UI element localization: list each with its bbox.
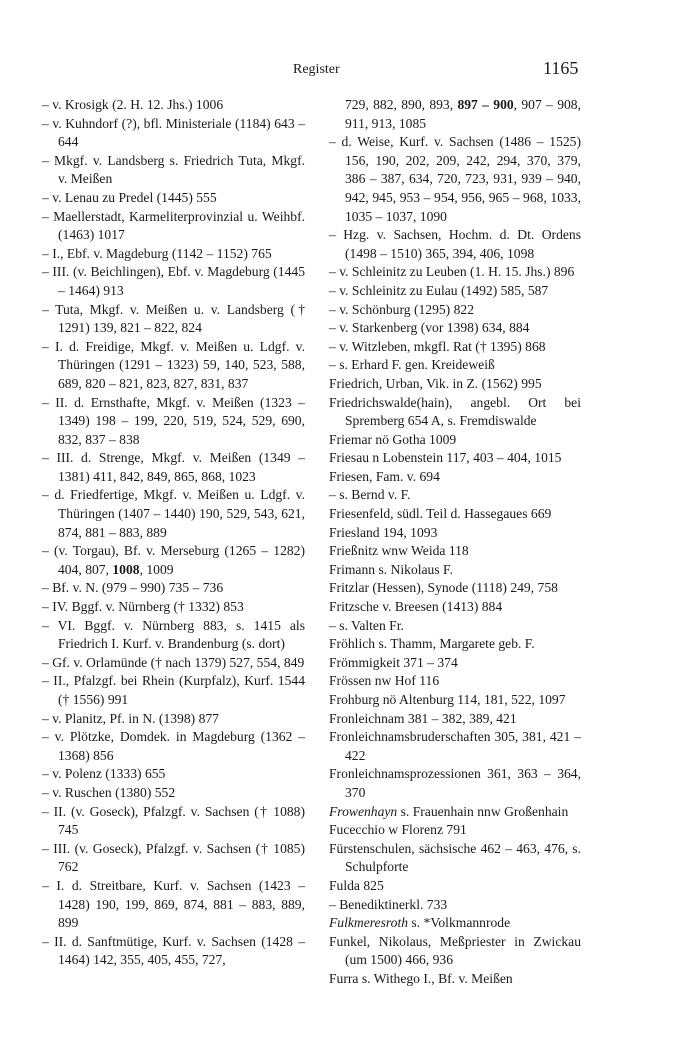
index-entry: Friedrich, Urban, Vik. in Z. (1562) 995 xyxy=(329,375,542,391)
index-entry: Fronleichnam 381 – 382, 389, 421 xyxy=(329,710,517,726)
entry-text: – (v. Torgau), Bf. v. Merseburg (1265 – 1282) 404, 807, xyxy=(42,543,305,577)
index-entry: Friesen, Fam. v. 694 xyxy=(329,468,440,484)
bold-page-ref: 1008 xyxy=(112,561,140,577)
index-entry: – v. Starkenberg (vor 1398) 634, 884 xyxy=(329,320,530,336)
index-entry: Friesenfeld, südl. Teil d. Hassegaues 669 xyxy=(329,506,552,522)
index-entry-frowenhayn xyxy=(329,803,581,822)
left-column xyxy=(42,96,305,970)
index-entry: – I. d. Streitbare, Kurf. v. Sachsen (1423 – 1428) 190, 199, 869, 874, 881 – 883, 889, 899 xyxy=(42,877,305,931)
index-entry: Fritzsche v. Breesen (1413) 884 xyxy=(329,599,503,615)
index-entry: Frömmigkeit 371 – 374 xyxy=(329,654,458,670)
index-entry: Fronleichnamsbruderschaften 305, 381, 421 – 422 xyxy=(329,729,581,763)
index-entry: Friesau n Lobenstein 117, 403 – 404, 1015 xyxy=(329,450,562,466)
index-entry: – Maellerstadt, Karmeliterprovinzial u. Weihbf. (1463) 1017 xyxy=(42,208,305,243)
index-entry: Frimann s. Nikolaus F. xyxy=(329,561,453,577)
index-entry: Funkel, Nikolaus, Meßpriester in Zwickau (um 1500) 466, 936 xyxy=(329,933,581,968)
entry-text: , 1009 xyxy=(139,561,174,577)
bold-page-ref: 897 – 900 xyxy=(457,97,514,112)
index-entry: – s. Valten Fr. xyxy=(329,617,404,633)
index-entry: – III. (v. Beichlingen), Ebf. v. Magdeburg (1445 – 1464) 913 xyxy=(42,264,305,298)
running-title: Register xyxy=(293,62,340,77)
page-number: 1165 xyxy=(543,58,579,78)
index-entry: – v. Krosigk (2. H. 12. Jhs.) 1006 xyxy=(42,97,224,112)
continued-entry xyxy=(329,96,581,133)
index-entry: – I. d. Freidige, Mkgf. v. Meißen u. Ldgf. v. Thüringen (1291 – 1323) 59, 140, 523, 588, 689, 820 – 821, 823, 827, 831, 837 xyxy=(42,338,305,391)
index-entry: – v. Polenz (1333) 655 xyxy=(42,766,166,782)
index-entry: – III. (v. Goseck), Pfalzgf. v. Sachsen († 1085) 762 xyxy=(42,840,305,875)
index-entry: Fröhlich s. Thamm, Margarete geb. F. xyxy=(329,636,535,652)
index-entry: – v. Witzleben, mkgfl. Rat († 1395) 868 xyxy=(329,338,546,354)
index-entry: – Gf. v. Orlamünde († nach 1379) 527, 554, 849 xyxy=(42,654,305,670)
index-entry: Friedrichswalde(hain), angebl. Ort bei Spremberg 654 A, s. Fremdiswalde xyxy=(329,394,581,429)
index-entry: – III. d. Strenge, Mkgf. v. Meißen (1349 – 1381) 411, 842, 849, 865, 868, 1023 xyxy=(42,450,305,484)
index-entry: – II. d. Ernsthafte, Mkgf. v. Meißen (1323 – 1349) 198 – 199, 220, 519, 524, 529, 690, 832, 837 – 838 xyxy=(42,394,305,447)
page-header xyxy=(0,60,700,82)
index-entry-fulkmeresroth xyxy=(329,914,581,933)
index-entry: Friemar nö Gotha 1009 xyxy=(329,431,457,447)
index-entry: – Tuta, Mkgf. v. Meißen u. v. Landsberg († 1291) 139, 821 – 822, 824 xyxy=(42,301,305,336)
index-entry: – v. Lenau zu Predel (1445) 555 xyxy=(42,189,217,205)
index-entry: – I., Ebf. v. Magdeburg (1142 – 1152) 765 xyxy=(42,245,272,261)
index-entry: – d. Friedfertige, Mkgf. v. Meißen u. Ldgf. v. Thüringen (1407 – 1440) 190, 529, 543, 621, 874, 881 – 883, 889 xyxy=(42,487,305,540)
index-entry: – v. Planitz, Pf. in N. (1398) 877 xyxy=(42,710,219,726)
index-entry: Fritzlar (Hessen), Synode (1118) 249, 758 xyxy=(329,580,558,596)
index-entry: – II. (v. Goseck), Pfalzgf. v. Sachsen († 1088) 745 xyxy=(42,803,305,838)
index-entry: – v. Ruschen (1380) 552 xyxy=(42,784,176,800)
index-entry: – v. Schönburg (1295) 822 xyxy=(329,301,474,317)
index-entry: – Bf. v. N. (979 – 990) 735 – 736 xyxy=(42,580,224,596)
index-entry: Fürstenschulen, sächsische 462 – 463, 476, s. Schulpforte xyxy=(329,840,581,875)
index-entry: – v. Schleinitz zu Leuben (1. H. 15. Jhs.) 896 xyxy=(329,264,575,280)
index-entry: – v. Kuhndorf (?), bfl. Ministeriale (1184) 643 – 644 xyxy=(42,115,305,150)
entry-text: s. *Volkmannrode xyxy=(408,915,511,931)
index-entry: Fulda 825 xyxy=(329,877,384,893)
index-entry: Frießnitz wnw Weida 118 xyxy=(329,543,469,559)
entry-text: , 907 – 908, 911, 913, 1085 xyxy=(345,97,581,131)
index-entry: Fronleichnamsprozessionen 361, 363 – 364, 370 xyxy=(329,766,581,800)
index-entry: – v. Plötzke, Domdek. in Magdeburg (1362 – 1368) 856 xyxy=(42,729,305,763)
index-entry: – II., Pfalzgf. bei Rhein (Kurpfalz), Kurf. 1544 († 1556) 991 xyxy=(42,673,305,707)
index-entry: – s. Erhard F. gen. Kreideweiß xyxy=(329,357,495,373)
index-entry: Friesland 194, 1093 xyxy=(329,524,438,540)
italic-term: Fulkmeresroth xyxy=(329,915,409,931)
index-entry: – II. d. Sanftmütige, Kurf. v. Sachsen (1428 – 1464) 142, 355, 405, 455, 727, xyxy=(42,933,305,968)
index-entry: – v. Schleinitz zu Eulau (1492) 585, 587 xyxy=(329,282,549,298)
index-entry: – Mkgf. v. Landsberg s. Friedrich Tuta, Mkgf. v. Meißen xyxy=(42,152,305,187)
index-entry: Furra s. Withego I., Bf. v. Meißen xyxy=(329,970,513,986)
index-entry: Frössen nw Hof 116 xyxy=(329,673,440,689)
right-column xyxy=(329,96,581,989)
index-entry: – d. Weise, Kurf. v. Sachsen (1486 – 1525) 156, 190, 202, 209, 242, 294, 370, 379, 386 – 387, 634, 720, 723, 931, 939 – 940, 942, 945, 953 – 954, 956, 965 – 968, 1033, 1035 – 1037, 1090 xyxy=(329,134,581,224)
index-entry: Fucecchio w Florenz 791 xyxy=(329,822,467,838)
entry-text: s. Frauenhain nnw Großenhain xyxy=(397,803,569,819)
index-entry: – IV. Bggf. v. Nürnberg († 1332) 853 xyxy=(42,599,244,615)
index-entry: – VI. Bggf. v. Nürnberg 883, s. 1415 als Friedrich I. Kurf. v. Brandenburg (s. dort) xyxy=(42,617,305,652)
index-entry: Frohburg nö Altenburg 114, 181, 522, 1097 xyxy=(329,692,566,707)
index-entry: – Benediktinerkl. 733 xyxy=(329,896,448,912)
index-entry-torgau xyxy=(42,542,305,579)
entry-text: 729, 882, 890, 893, xyxy=(345,97,458,112)
index-entry: – Hzg. v. Sachsen, Hochm. d. Dt. Ordens (1498 – 1510) 365, 394, 406, 1098 xyxy=(329,227,581,261)
italic-term: Frowenhayn xyxy=(329,803,398,819)
index-entry: – s. Bernd v. F. xyxy=(329,487,411,503)
